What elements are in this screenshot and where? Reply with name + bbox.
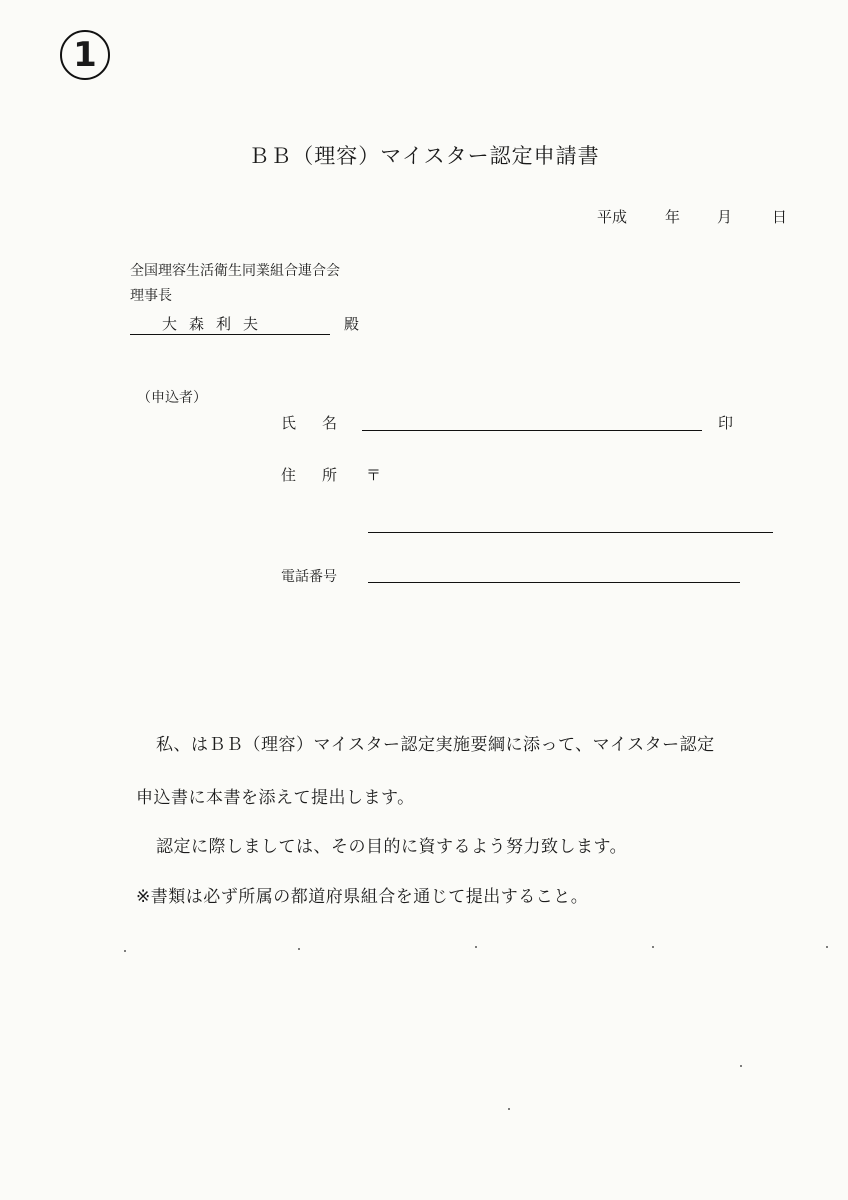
declaration-line-2: 申込書に本書を添えて提出します。: [136, 788, 415, 808]
applicant-heading: （申込者）: [137, 390, 207, 406]
date-month-label: 月: [717, 208, 733, 226]
postal-mark: 〒: [366, 466, 382, 484]
submission-note: ※書類は必ず所属の都道府県組合を通じて提出すること。: [136, 887, 589, 907]
speck: [124, 950, 126, 952]
address-label: 住所: [281, 466, 364, 484]
address-field[interactable]: [368, 532, 773, 533]
addressee-name-line: [130, 313, 359, 335]
addressee-position: 理事長: [130, 288, 172, 304]
speck: [740, 1065, 742, 1067]
speck: [826, 946, 828, 948]
name-field[interactable]: [362, 430, 702, 431]
addressee-name: 大森利夫: [130, 313, 330, 335]
addressee-organization: 全国理容生活衛生同業組合連合会: [130, 263, 340, 279]
date-line: [597, 206, 787, 227]
phone-field[interactable]: [368, 582, 740, 583]
seal-label: 印: [718, 414, 734, 432]
speck: [475, 946, 477, 948]
date-day-label: 日: [772, 208, 788, 226]
declaration-line-1: 私、はＢＢ（理容）マイスター認定実施要綱に添って、マイスター認定: [156, 735, 715, 755]
addressee-honorific: 殿: [344, 315, 360, 333]
date-year-label: 年: [665, 208, 681, 226]
document-title: ＢＢ（理容）マイスター認定申請書: [248, 144, 600, 168]
speck: [652, 946, 654, 948]
name-label: 氏名: [281, 414, 364, 432]
speck: [298, 948, 300, 950]
page-number-badge: 1: [60, 30, 110, 80]
date-era: 平成: [597, 208, 628, 226]
phone-label: 電話番号: [281, 569, 337, 585]
declaration-line-3: 認定に際しましては、その目的に資するよう努力致します。: [156, 837, 628, 857]
speck: [508, 1108, 510, 1110]
